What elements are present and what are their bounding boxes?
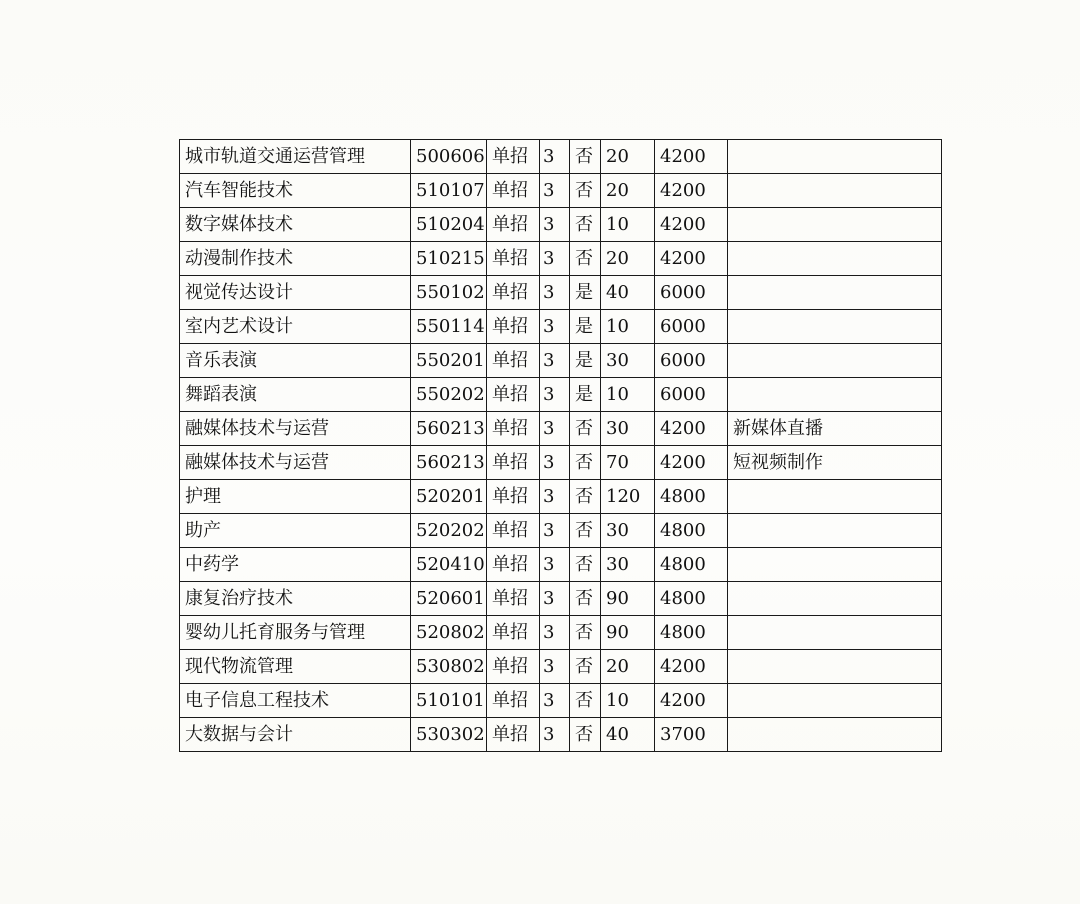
plan-count-cell: 10	[601, 310, 655, 344]
major-code-cell: 550102	[411, 276, 487, 310]
tuition-fee-cell: 4200	[655, 208, 728, 242]
note-cell	[728, 582, 942, 616]
years-cell: 3	[540, 684, 570, 718]
note-cell	[728, 174, 942, 208]
years-cell: 3	[540, 514, 570, 548]
note-cell	[728, 208, 942, 242]
table-row	[180, 616, 942, 650]
tuition-fee-cell: 6000	[655, 276, 728, 310]
major-code-cell: 500606	[411, 140, 487, 174]
major-code-cell: 560213	[411, 412, 487, 446]
years-cell: 3	[540, 718, 570, 752]
tuition-fee-cell: 4800	[655, 616, 728, 650]
admission-type-cell: 单招	[487, 412, 540, 446]
flag-cell: 否	[570, 684, 601, 718]
table-row	[180, 344, 942, 378]
table-row	[180, 446, 942, 480]
major-name-cell: 舞蹈表演	[180, 378, 411, 412]
years-cell: 3	[540, 276, 570, 310]
major-code-cell: 530802	[411, 650, 487, 684]
note-cell	[728, 616, 942, 650]
note-cell	[728, 718, 942, 752]
major-code-cell: 530302	[411, 718, 487, 752]
tuition-fee-cell: 4200	[655, 242, 728, 276]
plan-count-cell: 20	[601, 650, 655, 684]
flag-cell: 否	[570, 446, 601, 480]
table-row	[180, 582, 942, 616]
major-code-cell: 510107	[411, 174, 487, 208]
table-row	[180, 548, 942, 582]
admission-type-cell: 单招	[487, 276, 540, 310]
admission-type-cell: 单招	[487, 208, 540, 242]
major-name-cell: 动漫制作技术	[180, 242, 411, 276]
major-name-cell: 数字媒体技术	[180, 208, 411, 242]
major-code-cell: 520601	[411, 582, 487, 616]
plan-count-cell: 120	[601, 480, 655, 514]
tuition-fee-cell: 4200	[655, 174, 728, 208]
note-cell	[728, 140, 942, 174]
admission-type-cell: 单招	[487, 548, 540, 582]
years-cell: 3	[540, 548, 570, 582]
table-row	[180, 310, 942, 344]
flag-cell: 否	[570, 412, 601, 446]
flag-cell: 是	[570, 310, 601, 344]
tuition-fee-cell: 4200	[655, 650, 728, 684]
table-body	[180, 140, 942, 752]
major-name-cell: 助产	[180, 514, 411, 548]
plan-count-cell: 40	[601, 276, 655, 310]
plan-count-cell: 30	[601, 344, 655, 378]
admission-type-cell: 单招	[487, 684, 540, 718]
note-cell	[728, 276, 942, 310]
flag-cell: 否	[570, 480, 601, 514]
plan-count-cell: 10	[601, 208, 655, 242]
major-name-cell: 康复治疗技术	[180, 582, 411, 616]
admission-type-cell: 单招	[487, 718, 540, 752]
admission-type-cell: 单招	[487, 242, 540, 276]
major-name-cell: 大数据与会计	[180, 718, 411, 752]
note-cell	[728, 684, 942, 718]
plan-count-cell: 70	[601, 446, 655, 480]
tuition-fee-cell: 4200	[655, 684, 728, 718]
table-row	[180, 378, 942, 412]
majors-table	[179, 139, 942, 752]
flag-cell: 否	[570, 650, 601, 684]
major-name-cell: 现代物流管理	[180, 650, 411, 684]
plan-count-cell: 30	[601, 548, 655, 582]
admission-type-cell: 单招	[487, 616, 540, 650]
note-cell	[728, 242, 942, 276]
tuition-fee-cell: 3700	[655, 718, 728, 752]
major-code-cell: 550202	[411, 378, 487, 412]
note-cell	[728, 480, 942, 514]
plan-count-cell: 90	[601, 582, 655, 616]
note-cell	[728, 650, 942, 684]
flag-cell: 是	[570, 276, 601, 310]
table-row	[180, 276, 942, 310]
tuition-fee-cell: 4800	[655, 548, 728, 582]
flag-cell: 否	[570, 174, 601, 208]
flag-cell: 否	[570, 582, 601, 616]
major-name-cell: 视觉传达设计	[180, 276, 411, 310]
flag-cell: 是	[570, 378, 601, 412]
major-name-cell: 中药学	[180, 548, 411, 582]
major-code-cell: 520802	[411, 616, 487, 650]
major-name-cell: 护理	[180, 480, 411, 514]
plan-count-cell: 40	[601, 718, 655, 752]
major-code-cell: 560213	[411, 446, 487, 480]
note-cell	[728, 344, 942, 378]
admission-type-cell: 单招	[487, 480, 540, 514]
note-cell	[728, 548, 942, 582]
years-cell: 3	[540, 344, 570, 378]
major-code-cell: 520202	[411, 514, 487, 548]
plan-count-cell: 10	[601, 378, 655, 412]
major-code-cell: 510204	[411, 208, 487, 242]
table-row	[180, 174, 942, 208]
table-row	[180, 514, 942, 548]
years-cell: 3	[540, 446, 570, 480]
admission-type-cell: 单招	[487, 582, 540, 616]
note-cell	[728, 514, 942, 548]
flag-cell: 否	[570, 208, 601, 242]
years-cell: 3	[540, 378, 570, 412]
admission-type-cell: 单招	[487, 310, 540, 344]
flag-cell: 否	[570, 548, 601, 582]
flag-cell: 否	[570, 514, 601, 548]
tuition-fee-cell: 4800	[655, 480, 728, 514]
tuition-fee-cell: 6000	[655, 378, 728, 412]
note-cell	[728, 310, 942, 344]
admission-type-cell: 单招	[487, 650, 540, 684]
years-cell: 3	[540, 480, 570, 514]
admission-type-cell: 单招	[487, 378, 540, 412]
plan-count-cell: 10	[601, 684, 655, 718]
table-row	[180, 140, 942, 174]
flag-cell: 否	[570, 616, 601, 650]
plan-count-cell: 20	[601, 140, 655, 174]
admission-type-cell: 单招	[487, 514, 540, 548]
note-cell	[728, 378, 942, 412]
plan-count-cell: 90	[601, 616, 655, 650]
plan-count-cell: 20	[601, 174, 655, 208]
note-cell: 短视频制作	[728, 446, 942, 480]
years-cell: 3	[540, 582, 570, 616]
years-cell: 3	[540, 140, 570, 174]
major-code-cell: 510215	[411, 242, 487, 276]
flag-cell: 否	[570, 718, 601, 752]
plan-count-cell: 30	[601, 412, 655, 446]
admission-type-cell: 单招	[487, 174, 540, 208]
flag-cell: 是	[570, 344, 601, 378]
tuition-fee-cell: 6000	[655, 344, 728, 378]
major-name-cell: 融媒体技术与运营	[180, 412, 411, 446]
tuition-fee-cell: 4800	[655, 514, 728, 548]
flag-cell: 否	[570, 140, 601, 174]
tuition-fee-cell: 4800	[655, 582, 728, 616]
major-name-cell: 汽车智能技术	[180, 174, 411, 208]
major-name-cell: 婴幼儿托育服务与管理	[180, 616, 411, 650]
years-cell: 3	[540, 650, 570, 684]
major-code-cell: 520410	[411, 548, 487, 582]
years-cell: 3	[540, 174, 570, 208]
table-row	[180, 650, 942, 684]
admission-type-cell: 单招	[487, 140, 540, 174]
flag-cell: 否	[570, 242, 601, 276]
admission-type-cell: 单招	[487, 344, 540, 378]
note-cell: 新媒体直播	[728, 412, 942, 446]
plan-count-cell: 30	[601, 514, 655, 548]
major-code-cell: 550201	[411, 344, 487, 378]
admission-type-cell: 单招	[487, 446, 540, 480]
major-name-cell: 音乐表演	[180, 344, 411, 378]
tuition-fee-cell: 6000	[655, 310, 728, 344]
tuition-fee-cell: 4200	[655, 446, 728, 480]
years-cell: 3	[540, 208, 570, 242]
years-cell: 3	[540, 242, 570, 276]
major-name-cell: 城市轨道交通运营管理	[180, 140, 411, 174]
plan-count-cell: 20	[601, 242, 655, 276]
major-name-cell: 融媒体技术与运营	[180, 446, 411, 480]
tuition-fee-cell: 4200	[655, 140, 728, 174]
major-code-cell: 550114	[411, 310, 487, 344]
years-cell: 3	[540, 412, 570, 446]
table-row	[180, 412, 942, 446]
table-row	[180, 208, 942, 242]
tuition-fee-cell: 4200	[655, 412, 728, 446]
major-code-cell: 520201	[411, 480, 487, 514]
table-row	[180, 480, 942, 514]
years-cell: 3	[540, 616, 570, 650]
years-cell: 3	[540, 310, 570, 344]
major-name-cell: 室内艺术设计	[180, 310, 411, 344]
table-row	[180, 242, 942, 276]
major-code-cell: 510101	[411, 684, 487, 718]
major-name-cell: 电子信息工程技术	[180, 684, 411, 718]
table-row	[180, 718, 942, 752]
table-row	[180, 684, 942, 718]
